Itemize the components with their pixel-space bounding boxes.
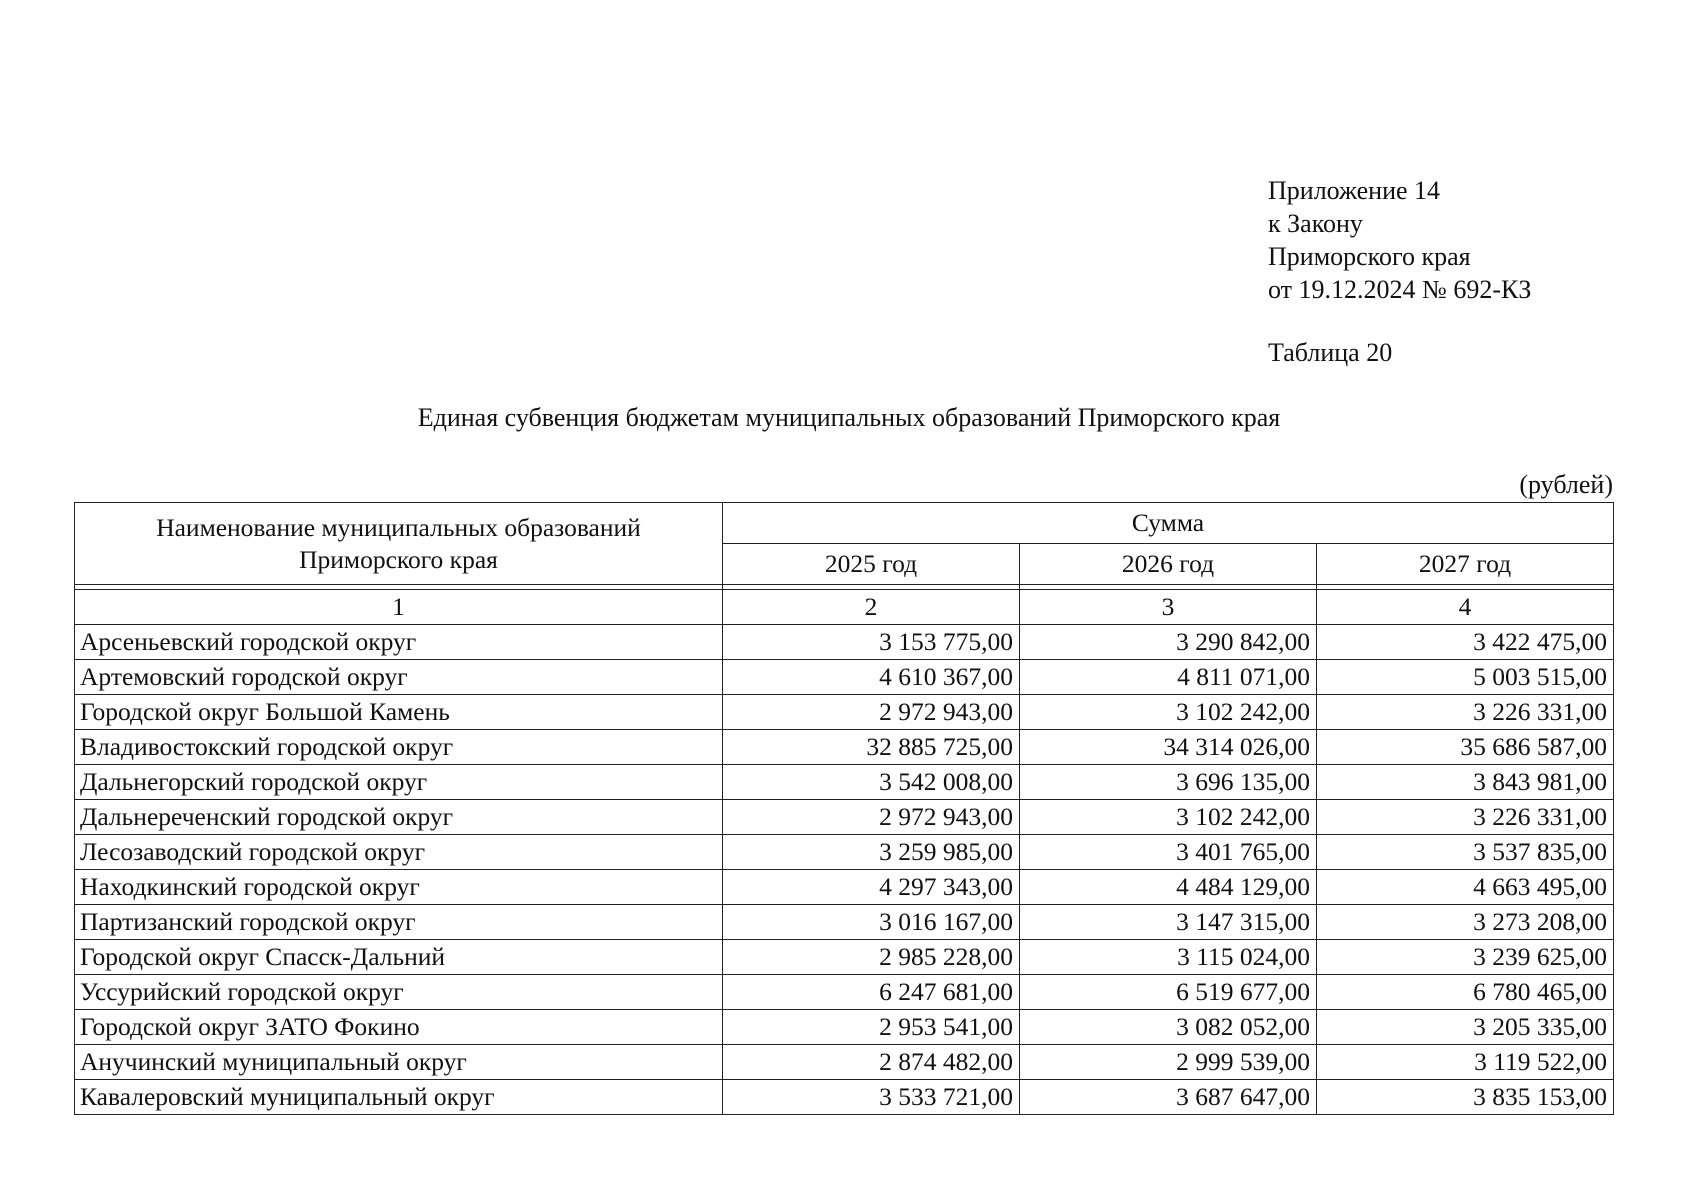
amount-2027: 5 003 515,00 bbox=[1317, 660, 1614, 695]
document-title: Единая субвенция бюджетам муниципальных образований Приморского края bbox=[417, 403, 1281, 432]
table-header-row bbox=[75, 503, 1614, 544]
amount-2027: 35 686 587,00 bbox=[1317, 730, 1614, 765]
amount-2026: 3 102 242,00 bbox=[1020, 695, 1317, 730]
column-number-row bbox=[75, 590, 1614, 625]
appendix-line-4: от 19.12.2024 № 692-КЗ bbox=[1268, 275, 1532, 304]
subvention-table bbox=[74, 502, 1614, 1115]
table-row bbox=[75, 660, 1614, 695]
municipality-name: Находкинский городской округ bbox=[75, 870, 723, 905]
amount-2026: 4 811 071,00 bbox=[1020, 660, 1317, 695]
appendix-line-2: к Закону bbox=[1268, 209, 1363, 238]
amount-2026: 3 696 135,00 bbox=[1020, 765, 1317, 800]
appendix-block bbox=[1268, 174, 1531, 306]
municipality-name: Городской округ ЗАТО Фокино bbox=[75, 1010, 723, 1045]
table-row bbox=[75, 1010, 1614, 1045]
amount-2025: 6 247 681,00 bbox=[723, 975, 1020, 1010]
table-label: Таблица 20 bbox=[1268, 338, 1393, 367]
table-row bbox=[75, 940, 1614, 975]
amount-2026: 3 401 765,00 bbox=[1020, 835, 1317, 870]
amount-2027: 3 119 522,00 bbox=[1317, 1045, 1614, 1080]
table-row bbox=[75, 1045, 1614, 1080]
amount-2025: 3 153 775,00 bbox=[723, 625, 1020, 660]
amount-2025: 4 297 343,00 bbox=[723, 870, 1020, 905]
amount-2025: 3 016 167,00 bbox=[723, 905, 1020, 940]
amount-2026: 3 147 315,00 bbox=[1020, 905, 1317, 940]
municipality-name: Артемовский городской округ bbox=[75, 660, 723, 695]
amount-2025: 2 985 228,00 bbox=[723, 940, 1020, 975]
municipality-name: Дальнегорский городской округ bbox=[75, 765, 723, 800]
municipality-name: Кавалеровский муниципальный округ bbox=[75, 1080, 723, 1115]
amount-2027: 3 273 208,00 bbox=[1317, 905, 1614, 940]
amount-2026: 3 687 647,00 bbox=[1020, 1080, 1317, 1115]
municipality-name: Городской округ Спасск-Дальний bbox=[75, 940, 723, 975]
table-row bbox=[75, 975, 1614, 1010]
table-row bbox=[75, 625, 1614, 660]
column-number: 2 bbox=[723, 590, 1020, 625]
column-number: 4 bbox=[1317, 590, 1614, 625]
table-row bbox=[75, 730, 1614, 765]
header-year-2025: 2025 год bbox=[723, 544, 1020, 585]
table-row bbox=[75, 835, 1614, 870]
amount-2027: 3 835 153,00 bbox=[1317, 1080, 1614, 1115]
amount-2026: 6 519 677,00 bbox=[1020, 975, 1317, 1010]
amount-2027: 3 226 331,00 bbox=[1317, 695, 1614, 730]
column-number: 1 bbox=[75, 590, 723, 625]
amount-2025: 3 533 721,00 bbox=[723, 1080, 1020, 1115]
amount-2027: 3 843 981,00 bbox=[1317, 765, 1614, 800]
table-row bbox=[75, 695, 1614, 730]
table-row bbox=[75, 870, 1614, 905]
amount-2025: 2 874 482,00 bbox=[723, 1045, 1020, 1080]
municipality-name: Городской округ Большой Камень bbox=[75, 695, 723, 730]
amount-2027: 6 780 465,00 bbox=[1317, 975, 1614, 1010]
amount-2026: 34 314 026,00 bbox=[1020, 730, 1317, 765]
appendix-line-3: Приморского края bbox=[1268, 242, 1471, 271]
table-row bbox=[75, 800, 1614, 835]
appendix-line-1: Приложение 14 bbox=[1268, 176, 1441, 205]
amount-2025: 4 610 367,00 bbox=[723, 660, 1020, 695]
municipality-name: Партизанский городской округ bbox=[75, 905, 723, 940]
header-year-2026: 2026 год bbox=[1020, 544, 1317, 585]
table-row bbox=[75, 765, 1614, 800]
amount-2025: 2 972 943,00 bbox=[723, 800, 1020, 835]
table-row bbox=[75, 1080, 1614, 1115]
amount-2027: 4 663 495,00 bbox=[1317, 870, 1614, 905]
unit-label: (рублей) bbox=[1519, 470, 1613, 499]
municipality-name: Анучинский муниципальный округ bbox=[75, 1045, 723, 1080]
municipality-name: Арсеньевский городской округ bbox=[75, 625, 723, 660]
amount-2027: 3 239 625,00 bbox=[1317, 940, 1614, 975]
amount-2026: 3 290 842,00 bbox=[1020, 625, 1317, 660]
amount-2026: 3 102 242,00 bbox=[1020, 800, 1317, 835]
amount-2027: 3 205 335,00 bbox=[1317, 1010, 1614, 1045]
header-sum: Сумма bbox=[723, 503, 1614, 544]
amount-2026: 3 115 024,00 bbox=[1020, 940, 1317, 975]
municipality-name: Уссурийский городской округ bbox=[75, 975, 723, 1010]
header-year-2027: 2027 год bbox=[1317, 544, 1614, 585]
amount-2025: 3 259 985,00 bbox=[723, 835, 1020, 870]
amount-2026: 2 999 539,00 bbox=[1020, 1045, 1317, 1080]
amount-2026: 3 082 052,00 bbox=[1020, 1010, 1317, 1045]
amount-2027: 3 226 331,00 bbox=[1317, 800, 1614, 835]
municipality-name: Владивостокский городской округ bbox=[75, 730, 723, 765]
table-row bbox=[75, 905, 1614, 940]
amount-2025: 3 542 008,00 bbox=[723, 765, 1020, 800]
header-name: Наименование муниципальных образований Приморского края bbox=[75, 503, 723, 585]
amount-2027: 3 537 835,00 bbox=[1317, 835, 1614, 870]
municipality-name: Дальнереченский городской округ bbox=[75, 800, 723, 835]
amount-2027: 3 422 475,00 bbox=[1317, 625, 1614, 660]
column-number: 3 bbox=[1020, 590, 1317, 625]
amount-2025: 32 885 725,00 bbox=[723, 730, 1020, 765]
amount-2025: 2 953 541,00 bbox=[723, 1010, 1020, 1045]
municipality-name: Лесозаводский городской округ bbox=[75, 835, 723, 870]
amount-2026: 4 484 129,00 bbox=[1020, 870, 1317, 905]
amount-2025: 2 972 943,00 bbox=[723, 695, 1020, 730]
